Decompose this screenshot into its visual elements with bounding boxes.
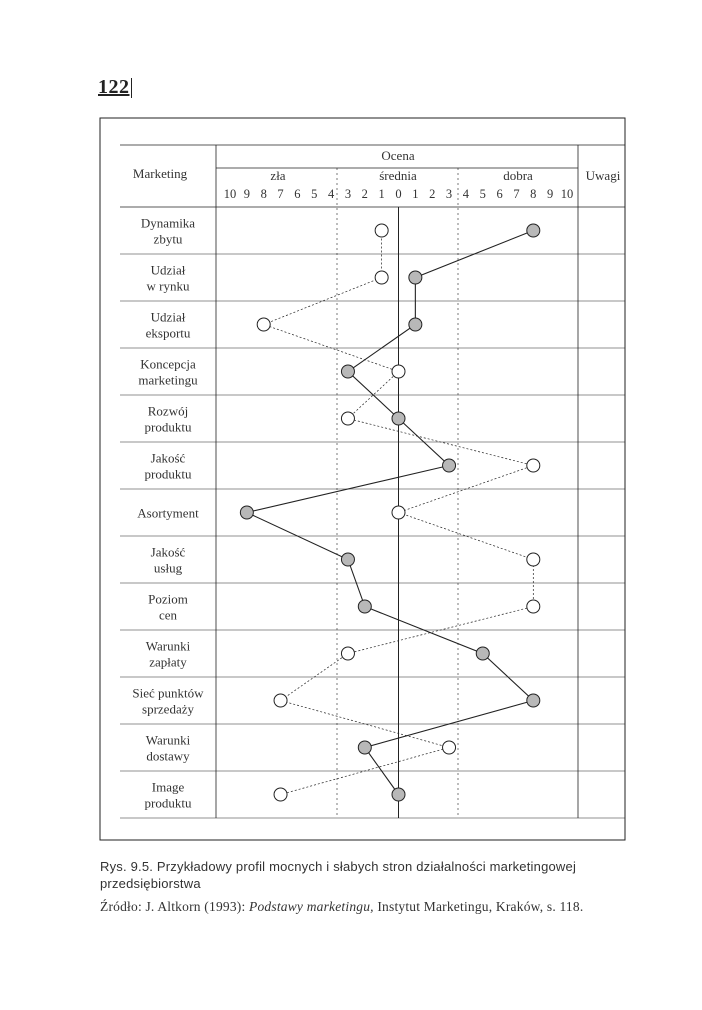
scale-tick-label: 6 bbox=[294, 187, 301, 201]
filled-series-point bbox=[443, 459, 456, 472]
scale-tick-label: 7 bbox=[277, 187, 284, 201]
filled-series-point bbox=[392, 788, 405, 801]
header-dobra: dobra bbox=[503, 168, 533, 183]
filled-series-point bbox=[358, 600, 371, 613]
caption-source-prefix: Źródło: J. Altkorn (1993): bbox=[100, 899, 250, 914]
open-series-point bbox=[392, 365, 405, 378]
row-label: Dynamika bbox=[140, 215, 196, 231]
scale-tick-label: 3 bbox=[445, 187, 453, 201]
row-label: zbytu bbox=[153, 231, 183, 247]
header-ocena: Ocena bbox=[381, 148, 415, 163]
row-label: zapłaty bbox=[149, 654, 187, 670]
scale-tick-label: 1 bbox=[378, 187, 385, 201]
row-label: produktu bbox=[144, 466, 192, 482]
row-label: Asortyment bbox=[137, 505, 199, 521]
scale-tick-label: 0 bbox=[395, 187, 402, 201]
open-series-point bbox=[375, 224, 388, 237]
header-zla: zła bbox=[270, 168, 286, 183]
open-series-point bbox=[527, 600, 540, 613]
scale-tick-label: 2 bbox=[429, 187, 436, 201]
row-label: Jakość bbox=[150, 450, 186, 466]
filled-series-point bbox=[476, 647, 489, 660]
row-label: Udział bbox=[150, 309, 186, 325]
open-series-point bbox=[392, 506, 405, 519]
scale-tick-label: 3 bbox=[344, 187, 352, 201]
scale-tick-label: 4 bbox=[462, 187, 470, 201]
row-label: Warunki bbox=[145, 638, 191, 654]
filled-series-line bbox=[247, 231, 533, 795]
filled-series-point bbox=[240, 506, 253, 519]
filled-series-point bbox=[358, 741, 371, 754]
scale-tick-label: 4 bbox=[327, 187, 335, 201]
row-label: Udział bbox=[150, 262, 186, 278]
caption-figure-text: Rys. 9.5. Przykładowy profil mocnych i słabych stron działalności marketingowej przedsiębiorstwa bbox=[100, 859, 577, 891]
open-series-point bbox=[527, 553, 540, 566]
header-marketing: Marketing bbox=[132, 166, 188, 181]
scale-tick-label: 8 bbox=[260, 187, 267, 201]
open-series-point bbox=[341, 647, 354, 660]
scale-tick-label: 7 bbox=[513, 187, 520, 201]
row-label: sprzedaży bbox=[142, 701, 194, 717]
open-series-point bbox=[257, 318, 270, 331]
caption-source-title: Podstawy marketingu, bbox=[249, 899, 374, 914]
filled-series-point bbox=[392, 412, 405, 425]
row-label: usług bbox=[153, 560, 183, 576]
row-label: eksportu bbox=[145, 325, 191, 341]
filled-series-point bbox=[341, 553, 354, 566]
open-series-point bbox=[527, 459, 540, 472]
row-label: cen bbox=[158, 607, 178, 623]
open-series-point bbox=[274, 694, 287, 707]
scale-tick-label: 6 bbox=[496, 187, 503, 201]
header-srednia: średnia bbox=[379, 168, 417, 183]
scale-tick-label: 10 bbox=[560, 187, 574, 201]
open-series-point bbox=[274, 788, 287, 801]
filled-series-point bbox=[527, 224, 540, 237]
row-label: marketingu bbox=[138, 372, 198, 388]
row-label: Image bbox=[151, 779, 185, 795]
filled-series-point bbox=[341, 365, 354, 378]
filled-series-point bbox=[409, 271, 422, 284]
scale-tick-label: 5 bbox=[311, 187, 318, 201]
figure-caption bbox=[100, 858, 620, 915]
open-series-point bbox=[443, 741, 456, 754]
scale-tick-label: 9 bbox=[243, 187, 250, 201]
scale-tick-label: 5 bbox=[479, 187, 486, 201]
caption-source bbox=[100, 898, 620, 915]
row-label: w rynku bbox=[146, 278, 190, 294]
scale-tick-label: 10 bbox=[223, 187, 237, 201]
open-series-point bbox=[375, 271, 388, 284]
row-label: Rozwój bbox=[147, 403, 189, 419]
scale-tick-label: 2 bbox=[361, 187, 368, 201]
row-label: Koncepcja bbox=[140, 356, 196, 372]
scale-tick-label: 8 bbox=[530, 187, 537, 201]
row-label: Poziom bbox=[148, 591, 188, 607]
row-label: produktu bbox=[144, 419, 192, 435]
row-label: Jakość bbox=[150, 544, 186, 560]
open-series-point bbox=[341, 412, 354, 425]
scale-tick-label: 1 bbox=[412, 187, 419, 201]
page-number: 122 bbox=[98, 76, 130, 98]
row-label: produktu bbox=[144, 795, 192, 811]
filled-series-point bbox=[527, 694, 540, 707]
caption-source-suffix: Instytut Marketingu, Kraków, s. 118. bbox=[373, 899, 584, 914]
row-label: Warunki bbox=[145, 732, 191, 748]
row-label: dostawy bbox=[146, 748, 190, 764]
header-uwagi: Uwagi bbox=[585, 168, 621, 183]
scale-tick-label: 9 bbox=[547, 187, 554, 201]
row-label: Sieć punktów bbox=[132, 685, 204, 701]
filled-series-point bbox=[409, 318, 422, 331]
